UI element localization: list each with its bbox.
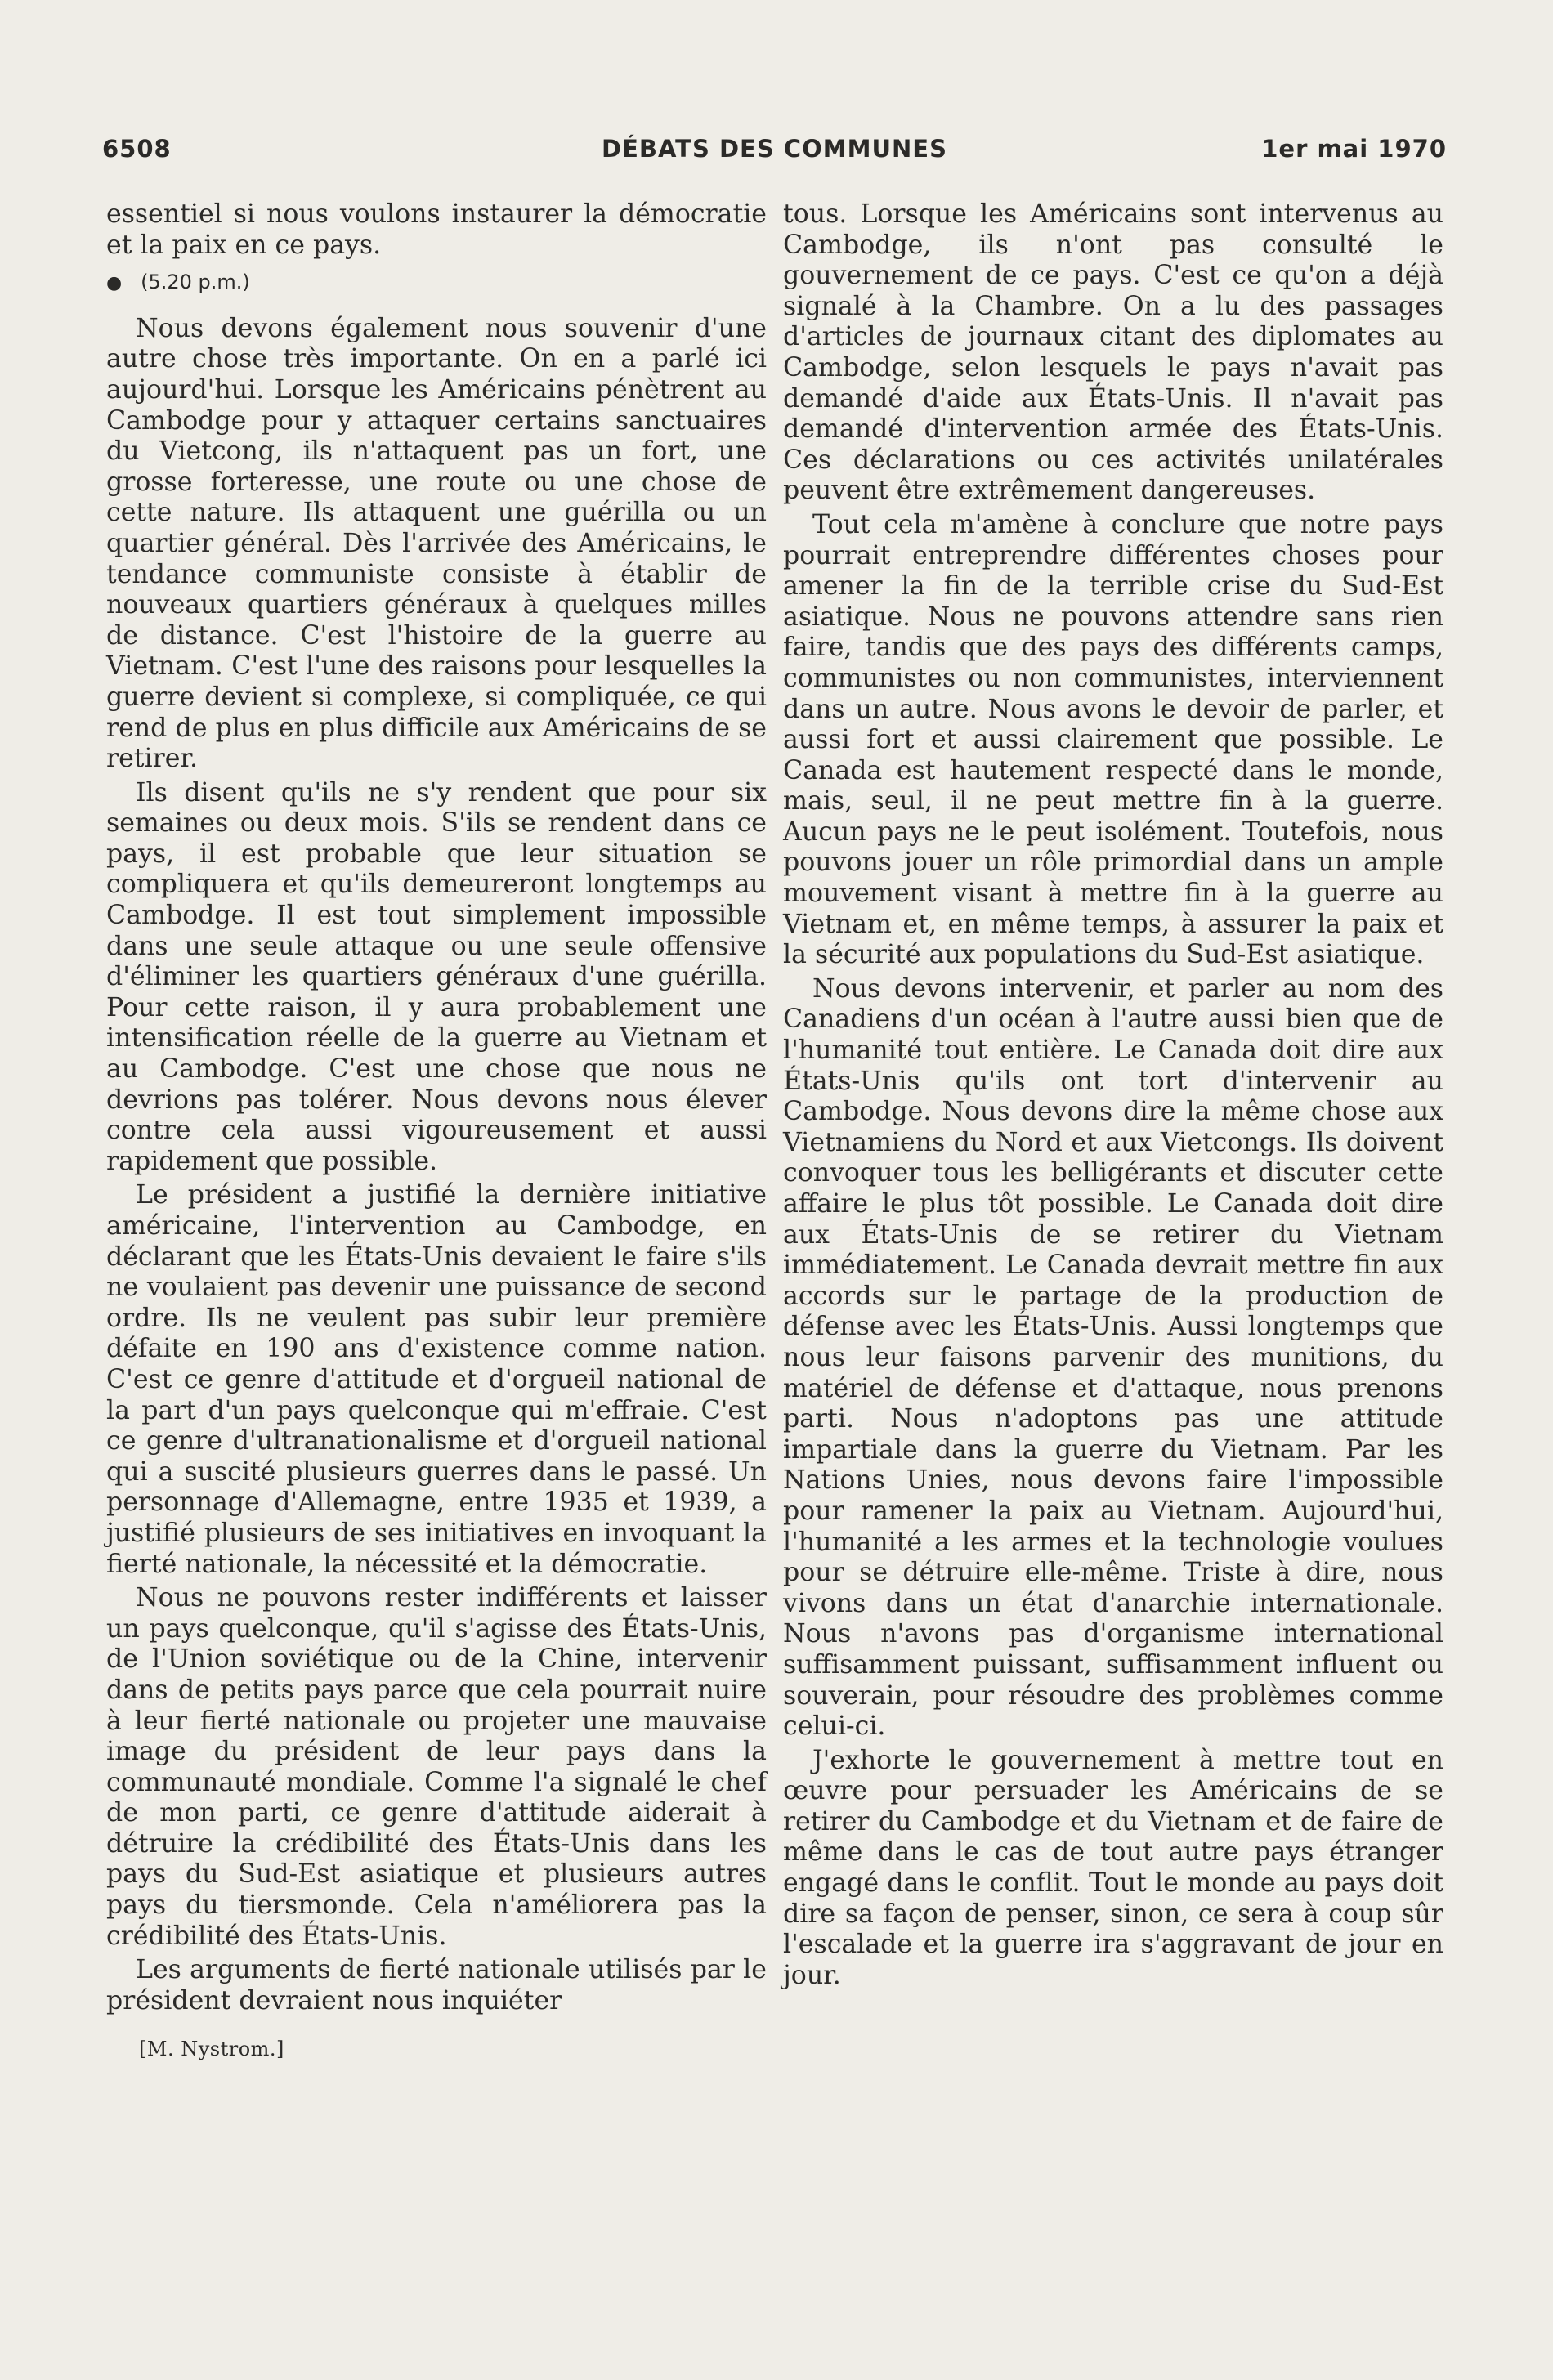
page-number: 6508	[102, 135, 172, 163]
speaker-attribution: [M. Nystrom.]	[139, 2038, 284, 2061]
paragraph: Tout cela m'amène à conclure que notre pays pourrait entreprendre différentes choses pour amener la fin de la terrible crise du Sud-Est asiatique. Nous ne pouvons attendre sans rien faire, tandis que des pays des différents camps, communistes ou non communistes, interviennent dans un autre. Nous avons le devoir de parler, et aussi fort et aussi clairement que possible. Le Canada est hautement respecté dans le monde, mais, seul, il ne peut mettre fin à la guerre. Aucun pays ne le peut isolément. Toutefois, nous pouvons jouer un rôle primordial dans un ample mouvement visant à mettre fin à la guerre au Vietnam et, en même temps, à assurer la paix et la sécurité aux populations du Sud-Est asiatique.	[783, 509, 1443, 970]
paragraph: essentiel si nous voulons instaurer la démocratie et la paix en ce pays.	[106, 199, 767, 260]
paragraph: Ils disent qu'ils ne s'y rendent que pour six semaines ou deux mois. S'ils se rendent dans ce pays, il est probable que leur situation se compliquera et qu'ils demeureront longtemps au Cambodge. Il est tout simplement impossible dans une seule attaque ou une seule offensive d'éliminer les quartiers généraux d'une guérilla. Pour cette raison, il y aura probablement une intensification réelle de la guerre au Vietnam et au Cambodge. C'est une chose que nous ne devrions pas tolérer. Nous devons nous élever contre cela aussi vigoureusement et aussi rapidement que possible.	[106, 777, 767, 1176]
paragraph: Nous devons intervenir, et parler au nom des Canadiens d'un océan à l'autre aussi bien que de l'humanité tout entière. Le Canada doit dire aux États-Unis qu'ils ont tort d'intervenir au Cambodge. Nous devons dire la même chose aux Vietnamiens du Nord et aux Vietcongs. Ils doivent convoquer tous les belligérants et discuter cette affaire le plus tôt possible. Le Canada doit dire aux États-Unis de se retirer du Vietnam immédiatement. Le Canada devrait mettre fin aux accords sur le partage de la production de défense avec les États-Unis. Aussi longtemps que nous leur faisons parvenir des munitions, du matériel de défense et d'attaque, nous prenons parti. Nous n'adoptons pas une attitude impartiale dans la guerre du Vietnam. Par les Nations Unies, nous devons faire l'impossible pour ramener la paix au Vietnam. Aujourd'hui, l'humanité a les armes et la technologie voulues pour se détruire elle-même. Triste à dire, nous vivons dans un état d'anarchie internationale. Nous n'avons pas d'organisme international suffisamment puissant, suffisamment influent ou souverain, pour résoudre des problèmes comme celui-ci.	[783, 973, 1443, 1742]
bullet-dot-icon: ●	[106, 273, 123, 294]
paragraph: Le président a justifié la dernière initiative américaine, l'intervention au Cambodge, en déclarant que les États-Unis devaient le faire s'ils ne voulaient pas devenir une puissance de second ordre. Ils ne veulent pas subir leur première défaite en 190 ans d'existence comme nation. C'est ce genre d'attitude et d'orgueil national de la part d'un pays quelconque qui m'effraie. C'est ce genre d'ultranationalisme et d'orgueil national qui a suscité plusieurs guerres dans le passé. Un personnage d'Allemagne, entre 1935 et 1939, a justifié plusieurs de ses initiatives en invoquant la fierté nationale, la nécessité et la démocratie.	[106, 1180, 767, 1579]
paragraph: Nous devons également nous souvenir d'une autre chose très importante. On en a parlé ici aujourd'hui. Lorsque les Américains pénètrent au Cambodge pour y attaquer certains sanctuaires du Vietcong, ils n'attaquent pas un fort, une grosse forteresse, une route ou une chose de cette nature. Ils attaquent une guérilla ou un quartier général. Dès l'arrivée des Américains, le tendance communiste consiste à établir de nouveaux quartiers généraux à quelques milles de distance. C'est l'histoire de la guerre au Vietnam. C'est l'une des raisons pour lesquelles la guerre devient si complexe, si compliquée, ce qui rend de plus en plus difficile aux Américains de se retirer.	[106, 313, 767, 774]
publication-date: 1er mai 1970	[1261, 135, 1447, 163]
time-marker	[106, 267, 767, 299]
publication-title: DÉBATS DES COMMUNES	[602, 135, 947, 163]
page-header	[102, 135, 1447, 174]
left-column	[106, 199, 767, 2065]
right-column	[783, 199, 1443, 1994]
paragraph: tous. Lorsque les Américains sont intervenus au Cambodge, ils n'ont pas consulté le gouvernement de ce pays. C'est ce qu'on a déjà signalé à la Chambre. On a lu des passages d'articles de journaux citant des diplomates au Cambodge, selon lesquels le pays n'avait pas demandé d'aide aux États-Unis. Il n'avait pas demandé d'intervention armée des États-Unis. Ces déclarations ou ces activités unilatérales peuvent être extrêmement dangereuses.	[783, 199, 1443, 506]
time-marker-text: (5.20 p.m.)	[141, 271, 250, 294]
paragraph: Nous ne pouvons rester indifférents et laisser un pays quelconque, qu'il s'agisse des États-Unis, de l'Union soviétique ou de la Chine, intervenir dans de petits pays parce que cela pourrait nuire à leur fierté nationale ou projeter une mauvaise image du président de leur pays dans la communauté mondiale. Comme l'a signalé le chef de mon parti, ce genre d'attitude aiderait à détruire la crédibilité des États-Unis dans les pays du Sud-Est asiatique et plusieurs autres pays du tiersmonde. Cela n'améliorera pas la crédibilité des États-Unis.	[106, 1583, 767, 1951]
paragraph: J'exhorte le gouvernement à mettre tout en œuvre pour persuader les Américains de se retirer du Cambodge et du Vietnam et de faire de même dans le cas de tout autre pays étranger engagé dans le conflit. Tout le monde au pays doit dire sa façon de penser, sinon, ce sera à coup sûr l'escalade et la guerre ira s'aggravant de jour en jour.	[783, 1745, 1443, 1990]
paragraph: Les arguments de fierté nationale utilisés par le président devraient nous inquiéter	[106, 1955, 767, 2015]
